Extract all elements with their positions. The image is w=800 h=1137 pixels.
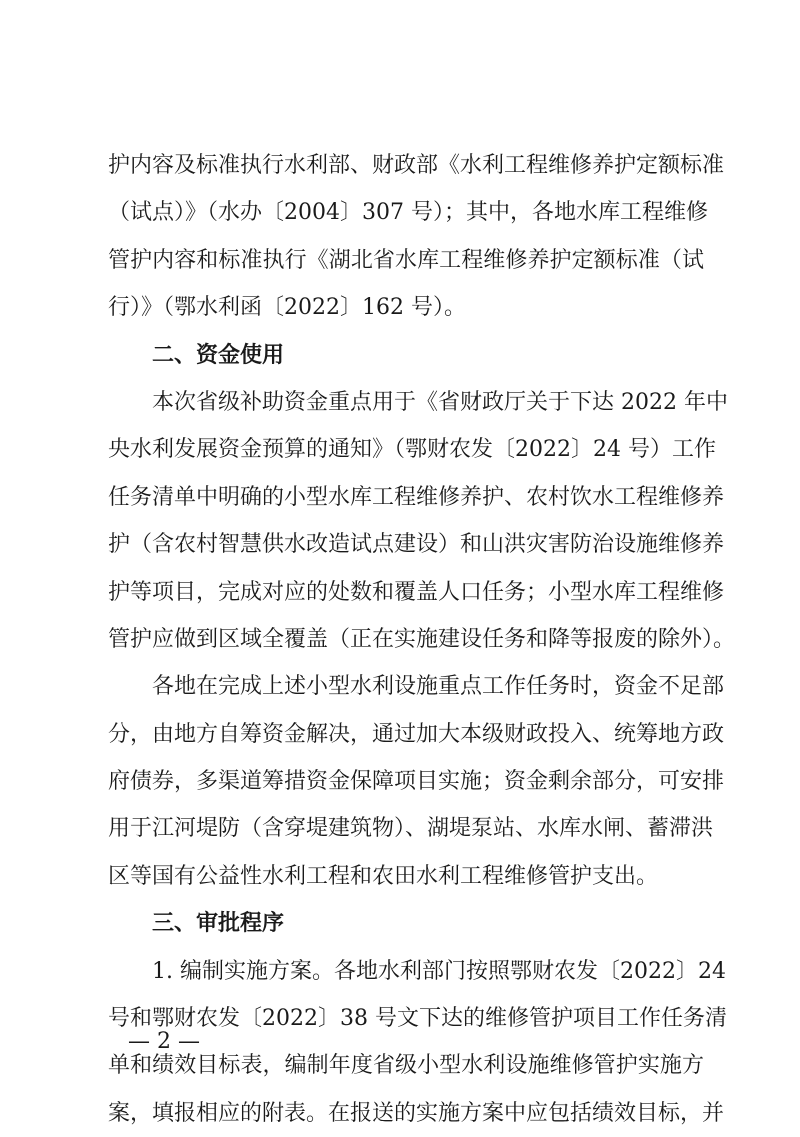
text-line: 任务清单中明确的小型水库工程维修养护、农村饮水工程维修养 (108, 484, 725, 510)
text-line: 区等国有公益性水利工程和农田水利工程维修管护支出。 (108, 863, 659, 889)
section-heading-fund-usage: 二、资金使用 (152, 342, 285, 368)
text-line: 本次省级补助资金重点用于《省财政厅关于下达 2022 年中 (152, 389, 728, 415)
text-line: 案，填报相应的附表。在报送的实施方案中应包括绩效目标，并 (108, 1100, 725, 1126)
text-line: 1. 编制实施方案。各地水利部门按照鄂财农发〔2022〕24 (152, 958, 726, 984)
page-number: — 2 — (128, 1029, 200, 1054)
text-line: 单和绩效目标表，编制年度省级小型水利设施维修管护实施方 (108, 1053, 704, 1079)
text-line: 护等项目，完成对应的处数和覆盖人口任务；小型水库工程维修 (108, 579, 725, 605)
text-line: 护内容及标准执行水利部、财政部《水利工程维修养护定额标准 (108, 153, 725, 178)
text-line: 各地在完成上述小型水利设施重点工作任务时，资金不足部 (152, 674, 725, 700)
text-line: 分，由地方自筹资金解决，通过加大本级财政投入、统筹地方政 (108, 721, 725, 747)
text-line: 号和鄂财农发〔2022〕38 号文下达的维修管护项目工作任务清 (108, 1006, 727, 1032)
text-line: 管护应做到区域全覆盖（正在实施建设任务和降等报废的除外）。 (108, 626, 736, 652)
text-line: 府债券，多渠道筹措资金保障项目实施；资金剩余部分，可安排 (108, 769, 725, 795)
text-line: （试点）》（水办〔2004〕307 号）；其中，各地水库工程维修 (108, 200, 708, 226)
text-line: 央水利发展资金预算的通知》（鄂财农发〔2022〕24 号）工作 (108, 437, 716, 463)
document-body (108, 142, 736, 1137)
text-line: 管护内容和标准执行《湖北省水库工程维修养护定额标准（试 (108, 247, 704, 273)
text-line: 行）》（鄂水利函〔2022〕162 号）。 (108, 295, 466, 321)
section-heading-approval-procedure: 三、审批程序 (152, 911, 285, 937)
text-line: 护（含农村智慧供水改造试点建设）和山洪灾害防治设施维修养 (108, 532, 725, 558)
text-line: 用于江河堤防（含穿堤建筑物）、湖堤泵站、水库水闸、蓄滞洪 (108, 816, 714, 842)
